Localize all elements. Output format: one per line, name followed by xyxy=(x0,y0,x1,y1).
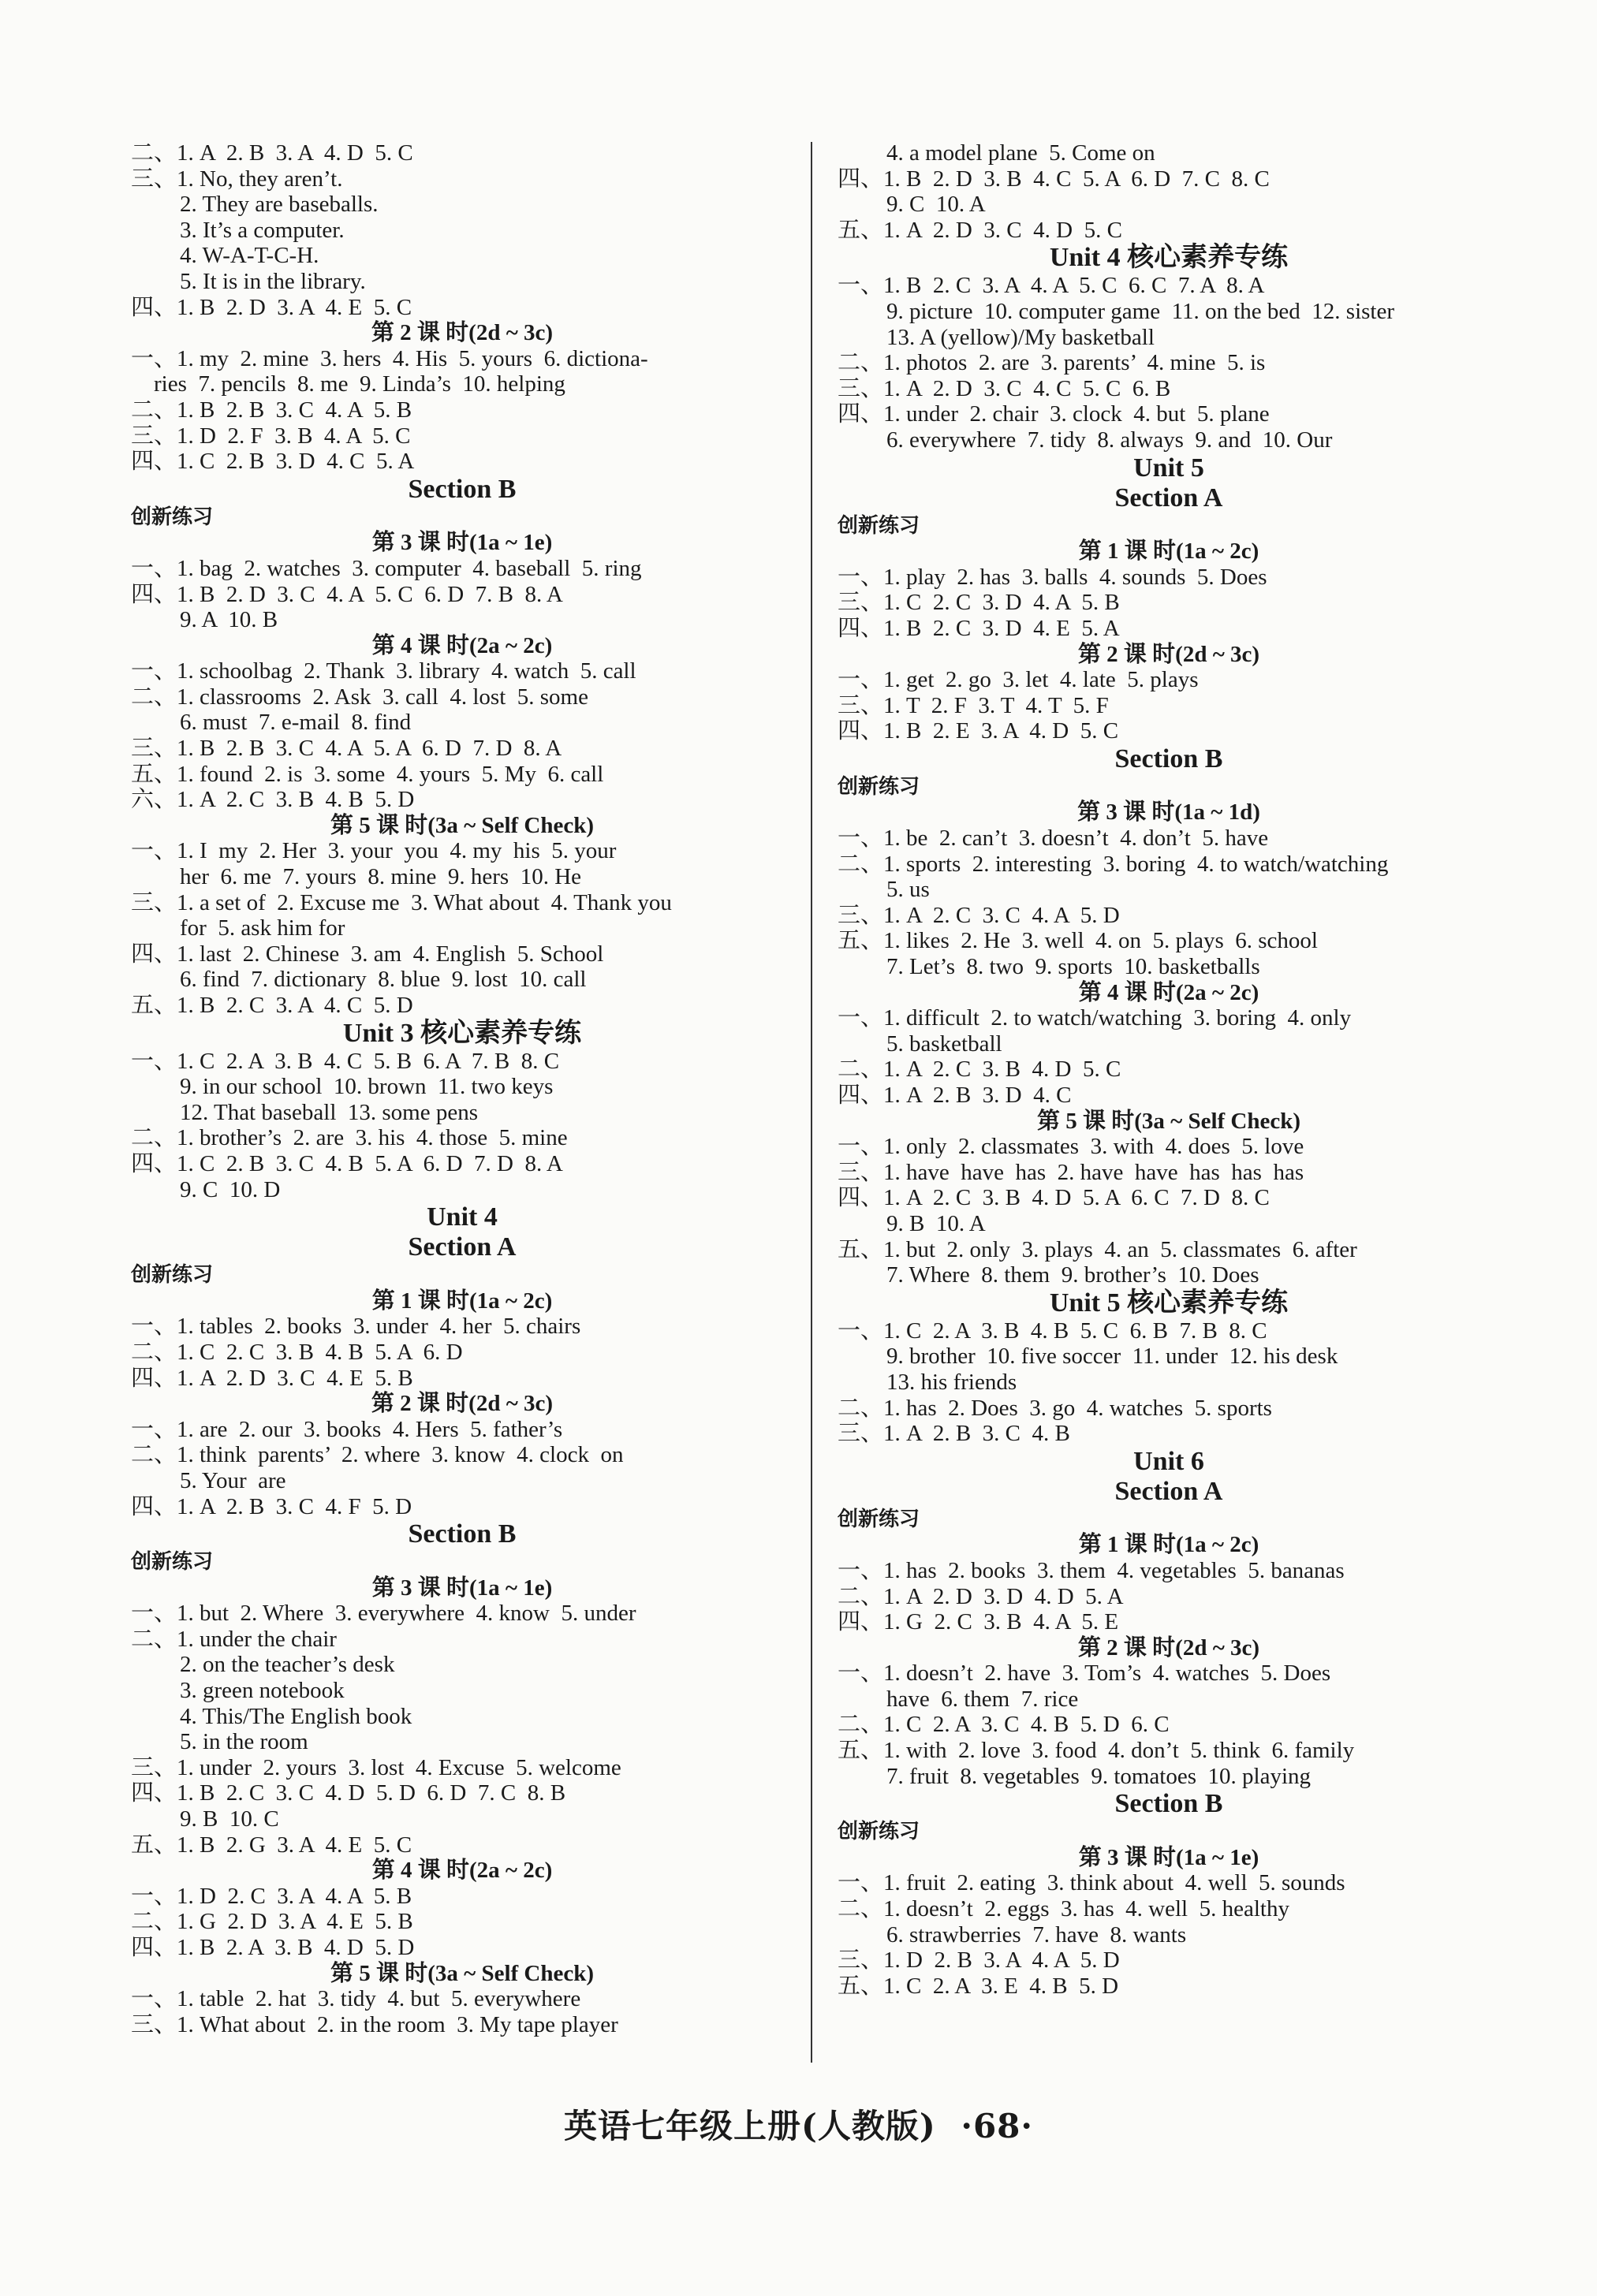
book-title: 英语七年级上册(人教版) xyxy=(563,2107,936,2145)
answer-line: 四、1. C 2. B 3. D 4. C 5. A xyxy=(131,449,415,475)
unit-heading: Unit 5 核心素养专练 xyxy=(1049,1288,1289,1318)
answer-line: 四、1. B 2. D 3. C 4. A 5. C 6. D 7. B 8. A xyxy=(131,581,563,607)
page-number: ·68· xyxy=(961,2107,1034,2145)
answer-line: 6. must 7. e-mail 8. find xyxy=(180,710,412,736)
answer-line: 2. They are baseballs. xyxy=(180,192,379,218)
lesson-heading: 第 2 课 时(2d ~ 3c) xyxy=(371,320,554,346)
lesson-heading: 第 3 课 时(1a ~ 1e) xyxy=(371,530,553,556)
section-heading: Section A xyxy=(1114,1476,1223,1506)
answer-line: 五、1. found 2. is 3. some 4. yours 5. My 6. call xyxy=(131,761,604,787)
answer-line: 7. fruit 8. vegetables 9. tomatoes 10. playing xyxy=(886,1763,1312,1789)
section-heading: Section B xyxy=(1114,1789,1223,1819)
answer-line: 三、1. T 2. F 3. T 4. T 5. F xyxy=(838,692,1109,718)
answer-line: 7. Where 8. them 9. brother’s 10. Does xyxy=(886,1262,1259,1288)
lesson-heading: 第 2 课 时(2d ~ 3c) xyxy=(371,1391,554,1417)
answer-line: 三、1. D 2. F 3. B 4. A 5. C xyxy=(131,423,411,449)
answer-line: 三、1. a set of 2. Excuse me 3. What about 4. Thank you xyxy=(131,889,672,915)
answer-line: 一、1. difficult 2. to watch/watching 3. boring 4. only xyxy=(838,1005,1352,1031)
answer-line: 6. everywhere 7. tidy 8. always 9. and 10. Our xyxy=(886,427,1333,453)
answer-line: ries 7. pencils 8. me 9. Linda’s 10. helping xyxy=(131,371,565,397)
answer-line: 二、1. A 2. B 3. A 4. D 5. C xyxy=(131,140,413,166)
answer-line: 5. It is in the library. xyxy=(180,268,366,294)
answer-line: 9. B 10. C xyxy=(180,1806,279,1832)
answer-line: 一、1. are 2. our 3. books 4. Hers 5. father’s xyxy=(131,1416,563,1442)
answer-line: 9. B 10. A xyxy=(886,1210,986,1236)
answer-line: 一、1. my 2. mine 3. hers 4. His 5. yours 6. dictiona- xyxy=(131,345,648,371)
unit-heading: Unit 5 xyxy=(1133,453,1204,483)
answer-line: 五、1. likes 2. He 3. well 4. on 5. plays 6. school xyxy=(838,928,1318,954)
answer-line: 三、1. under 2. yours 3. lost 4. Excuse 5. welcome xyxy=(131,1754,621,1780)
answer-line: 一、1. table 2. hat 3. tidy 4. but 5. everywhere xyxy=(131,1986,581,2012)
section-heading: Section A xyxy=(1114,483,1223,512)
answer-line: 四、1. B 2. C 3. D 4. E 5. A xyxy=(838,615,1120,641)
answer-line: 一、1. I my 2. Her 3. your you 4. my his 5. your xyxy=(131,838,617,864)
answer-line: 6. find 7. dictionary 8. blue 9. lost 10. call xyxy=(180,967,587,993)
answer-line: 4. W-A-T-C-H. xyxy=(180,243,319,269)
answer-line: 三、1. B 2. B 3. C 4. A 5. A 6. D 7. D 8. A xyxy=(131,736,562,762)
answer-line: 一、1. tables 2. books 3. under 4. her 5. chairs xyxy=(131,1314,581,1340)
answer-line: 二、1. A 2. C 3. B 4. D 5. C xyxy=(838,1057,1121,1083)
answer-line: 五、1. B 2. G 3. A 4. E 5. C xyxy=(131,1832,412,1858)
answer-line: 三、1. A 2. D 3. C 4. C 5. C 6. B xyxy=(838,375,1171,401)
column-divider xyxy=(811,142,812,2063)
answer-line: 四、1. B 2. D 3. A 4. E 5. C xyxy=(131,294,412,320)
answer-line: 13. his friends xyxy=(886,1369,1017,1395)
lesson-heading: 第 3 课 时(1a ~ 1e) xyxy=(1078,1844,1259,1870)
answer-line: 一、1. D 2. C 3. A 4. A 5. B xyxy=(131,1883,412,1909)
lesson-heading: 第 1 课 时(1a ~ 2c) xyxy=(1078,1532,1259,1558)
answer-line: 9. in our school 10. brown 11. two keys xyxy=(180,1074,554,1100)
answer-line: 13. A (yellow)/My basketball xyxy=(886,324,1155,350)
answer-line: 二、1. sports 2. interesting 3. boring 4. to watch/watching xyxy=(838,851,1389,877)
lesson-heading: 第 4 课 时(2a ~ 2c) xyxy=(1078,979,1259,1005)
answer-line: 一、1. play 2. has 3. balls 4. sounds 5. Does xyxy=(838,564,1267,590)
section-heading: Section A xyxy=(408,1232,517,1262)
section-heading: Section B xyxy=(1114,744,1223,773)
answer-line: 3. It’s a computer. xyxy=(180,217,345,243)
answer-line: 四、1. B 2. A 3. B 4. D 5. D xyxy=(131,1935,415,1960)
lesson-heading: 第 3 课 时(1a ~ 1e) xyxy=(371,1575,553,1601)
answer-line: 3. green notebook xyxy=(180,1678,345,1704)
answer-line: 三、1. C 2. C 3. D 4. A 5. B xyxy=(838,590,1120,616)
answer-line: 一、1. but 2. Where 3. everywhere 4. know 5. under xyxy=(131,1601,636,1627)
answer-line: 二、1. G 2. D 3. A 4. E 5. B xyxy=(131,1909,413,1935)
answer-line: 四、1. A 2. B 3. C 4. F 5. D xyxy=(131,1493,412,1519)
answer-line: 四、1. last 2. Chinese 3. am 4. English 5. School xyxy=(131,941,604,967)
answer-line: 4. This/The English book xyxy=(180,1703,412,1729)
answer-line: 二、1. C 2. C 3. B 4. B 5. A 6. D xyxy=(131,1339,463,1365)
answer-line: 一、1. get 2. go 3. let 4. late 5. plays xyxy=(838,667,1199,693)
answer-line: 一、1. be 2. can’t 3. doesn’t 4. don’t 5. have xyxy=(838,826,1269,852)
answer-line: 五、1. B 2. C 3. A 4. C 5. D xyxy=(131,993,413,1018)
answer-line: have 6. them 7. rice xyxy=(886,1686,1079,1712)
answer-line: 四、1. under 2. chair 3. clock 4. but 5. plane xyxy=(838,401,1270,427)
exercise-label: 创新练习 xyxy=(131,1263,214,1288)
answer-line: 一、1. only 2. classmates 3. with 4. does 5. love xyxy=(838,1134,1304,1160)
lesson-heading: 第 5 课 时(3a ~ Self Check) xyxy=(330,812,595,838)
exercise-label: 创新练习 xyxy=(131,505,214,529)
answer-line: 一、1. C 2. A 3. B 4. B 5. C 6. B 7. B 8. C xyxy=(838,1318,1267,1344)
answer-line: 5. Your are xyxy=(180,1467,286,1493)
answer-line: 四、1. B 2. C 3. C 4. D 5. D 6. D 7. C 8. B xyxy=(131,1780,566,1806)
lesson-heading: 第 4 课 时(2a ~ 2c) xyxy=(371,632,553,658)
lesson-heading: 第 1 课 时(1a ~ 2c) xyxy=(1078,539,1259,565)
answer-line: 二、1. has 2. Does 3. go 4. watches 5. sports xyxy=(838,1395,1272,1421)
unit-heading: Unit 4 xyxy=(427,1202,498,1232)
answer-line: 9. brother 10. five soccer 11. under 12. his desk xyxy=(886,1344,1338,1370)
answer-line: 三、1. have have has 2. have have has has has xyxy=(838,1159,1304,1185)
answer-line: 一、1. fruit 2. eating 3. think about 4. well 5. sounds xyxy=(838,1870,1345,1896)
right-column xyxy=(838,140,1500,1999)
lesson-heading: 第 5 课 时(3a ~ Self Check) xyxy=(1036,1108,1301,1134)
answer-line: 六、1. A 2. C 3. B 4. B 5. D xyxy=(131,787,415,813)
answer-line: 三、1. D 2. B 3. A 4. A 5. D xyxy=(838,1948,1120,1974)
exercise-label: 创新练习 xyxy=(838,513,920,538)
answer-line: 二、1. classrooms 2. Ask 3. call 4. lost 5. some xyxy=(131,684,588,710)
answer-line: 二、1. photos 2. are 3. parents’ 4. mine 5. is xyxy=(838,350,1266,376)
answer-line: 9. A 10. B xyxy=(180,607,278,633)
answer-line: 12. That baseball 13. some pens xyxy=(180,1099,479,1125)
answer-line: 2. on the teacher’s desk xyxy=(180,1652,395,1678)
answer-line: her 6. me 7. yours 8. mine 9. hers 10. He xyxy=(180,864,582,890)
unit-heading: Unit 4 核心素养专练 xyxy=(1049,243,1289,273)
answer-line: 5. in the room xyxy=(180,1729,308,1755)
answer-line: 二、1. B 2. B 3. C 4. A 5. B xyxy=(131,397,412,423)
answer-line: 5. us xyxy=(886,877,930,903)
answer-line: 二、1. doesn’t 2. eggs 3. has 4. well 5. healthy xyxy=(838,1896,1289,1922)
answer-line: 四、1. C 2. B 3. C 4. B 5. A 6. D 7. D 8. A xyxy=(131,1150,563,1176)
lesson-heading: 第 2 课 时(2d ~ 3c) xyxy=(1077,1634,1260,1660)
answer-line: 三、1. No, they aren’t. xyxy=(131,166,343,192)
answer-line: 四、1. A 2. D 3. C 4. E 5. B xyxy=(131,1365,413,1391)
answer-line: 一、1. schoolbag 2. Thank 3. library 4. watch 5. call xyxy=(131,658,636,684)
answer-line: 9. C 10. D xyxy=(180,1176,281,1202)
answer-line: for 5. ask him for xyxy=(180,915,345,941)
exercise-label: 创新练习 xyxy=(131,1550,214,1575)
answer-line: 三、1. A 2. B 3. C 4. B xyxy=(838,1421,1070,1447)
answer-line: 一、1. has 2. books 3. them 4. vegetables 5. bananas xyxy=(838,1557,1345,1583)
exercise-label: 创新练习 xyxy=(838,1820,920,1844)
answer-line: 四、1. G 2. C 3. B 4. A 5. E xyxy=(838,1609,1119,1635)
left-column xyxy=(131,140,793,2037)
answer-line: 一、1. B 2. C 3. A 4. A 5. C 6. C 7. A 8. A xyxy=(838,273,1265,299)
lesson-heading: 第 4 课 时(2a ~ 2c) xyxy=(371,1858,553,1884)
page-footer xyxy=(0,2100,1597,2148)
answer-line: 四、1. A 2. C 3. B 4. D 5. A 6. C 7. D 8. C xyxy=(838,1185,1270,1211)
answer-line: 一、1. bag 2. watches 3. computer 4. baseball 5. ring xyxy=(131,555,642,581)
answer-line: 6. strawberries 7. have 8. wants xyxy=(886,1921,1187,1948)
exercise-label: 创新练习 xyxy=(838,774,920,799)
answer-line: 7. Let’s 8. two 9. sports 10. basketballs xyxy=(886,954,1260,980)
answer-line: 四、1. B 2. D 3. B 4. C 5. A 6. D 7. C 8. C xyxy=(838,166,1270,192)
answer-line: 三、1. What about 2. in the room 3. My tape player xyxy=(131,2011,618,2037)
answer-line: 二、1. A 2. D 3. D 4. D 5. A xyxy=(838,1583,1124,1609)
answer-line: 四、1. B 2. E 3. A 4. D 5. C xyxy=(838,718,1119,744)
section-heading: Section B xyxy=(408,474,517,504)
unit-heading: Unit 6 xyxy=(1133,1446,1204,1476)
answer-line: 五、1. with 2. love 3. food 4. don’t 5. think 6. family xyxy=(838,1738,1355,1764)
answer-line: 二、1. think parents’ 2. where 3. know 4. clock on xyxy=(131,1442,624,1468)
answer-line: 4. a model plane 5. Come on xyxy=(886,140,1155,166)
answer-line: 五、1. A 2. D 3. C 4. D 5. C xyxy=(838,217,1122,243)
lesson-heading: 第 3 课 时(1a ~ 1d) xyxy=(1077,800,1260,826)
section-heading: Section B xyxy=(408,1519,517,1549)
unit-heading: Unit 3 核心素养专练 xyxy=(342,1018,582,1048)
exercise-label: 创新练习 xyxy=(838,1507,920,1531)
answer-line: 二、1. brother’s 2. are 3. his 4. those 5. mine xyxy=(131,1125,568,1151)
answer-line: 五、1. C 2. A 3. E 4. B 5. D xyxy=(838,1973,1119,1999)
answer-line: 二、1. under the chair xyxy=(131,1626,337,1652)
lesson-heading: 第 5 课 时(3a ~ Self Check) xyxy=(330,1960,595,1986)
lesson-heading: 第 2 课 时(2d ~ 3c) xyxy=(1077,641,1260,667)
answer-line: 三、1. A 2. C 3. C 4. A 5. D xyxy=(838,902,1120,928)
answer-line: 9. picture 10. computer game 11. on the bed 12. sister xyxy=(886,298,1395,324)
answer-line: 9. C 10. A xyxy=(886,192,986,218)
answer-line: 5. basketball xyxy=(886,1031,1002,1057)
answer-line: 一、1. C 2. A 3. B 4. C 5. B 6. A 7. B 8. C xyxy=(131,1048,560,1074)
answer-line: 二、1. C 2. A 3. C 4. B 5. D 6. C xyxy=(838,1712,1170,1738)
answer-line: 四、1. A 2. B 3. D 4. C xyxy=(838,1083,1072,1108)
answer-line: 五、1. but 2. only 3. plays 4. an 5. classmates 6. after xyxy=(838,1236,1357,1262)
answer-line: 一、1. doesn’t 2. have 3. Tom’s 4. watches 5. Does xyxy=(838,1660,1331,1687)
lesson-heading: 第 1 课 时(1a ~ 2c) xyxy=(371,1288,553,1314)
